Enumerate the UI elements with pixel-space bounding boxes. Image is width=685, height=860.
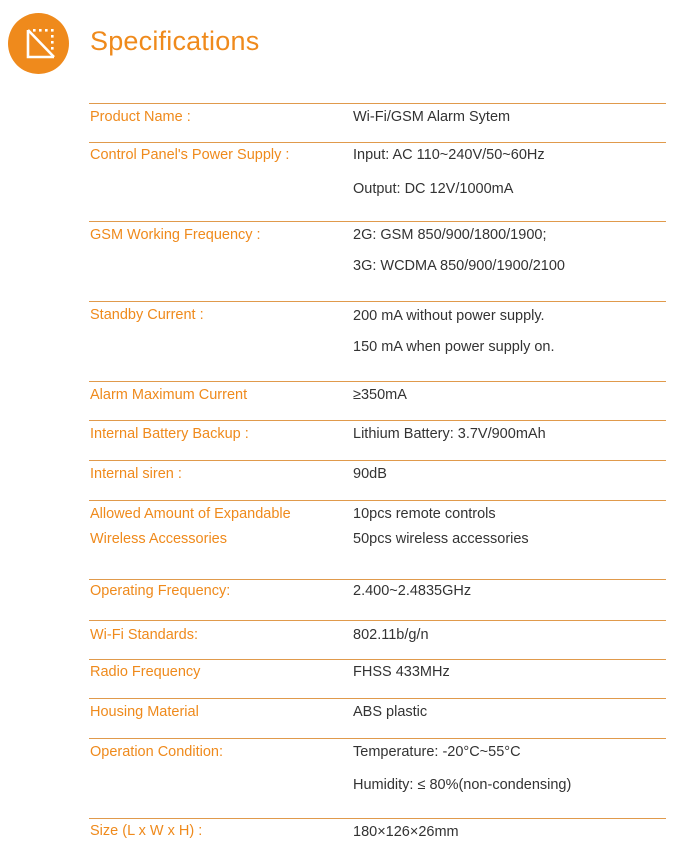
spec-label: Internal siren : [90,466,182,482]
ruler-triangle-icon [8,13,69,74]
spec-value: 200 mA without power supply. [353,308,545,324]
spec-label: Product Name : [90,109,191,125]
spec-label: Allowed Amount of Expandable [90,506,291,522]
row-divider [89,620,666,621]
spec-label-continued: Wireless Accessories [90,531,227,547]
spec-value: 3G: WCDMA 850/900/1900/2100 [353,258,565,274]
row-divider [89,381,666,382]
spec-label: GSM Working Frequency : [90,227,261,243]
spec-value: Wi-Fi/GSM Alarm Sytem [353,109,511,125]
row-divider [89,301,666,302]
row-divider [89,818,666,819]
row-divider [89,103,666,104]
spec-value: Input: AC 110~240V/50~60Hz [353,147,545,163]
spec-label: Standby Current : [90,307,204,323]
spec-value: Humidity: ≤ 80%(non-condensing) [353,777,572,793]
spec-value: 180×126×26mm [353,824,459,840]
spec-value: 2.400~2.4835GHz [353,583,472,599]
spec-label: Internal Battery Backup : [90,426,249,442]
spec-label: Wi-Fi Standards: [90,627,198,643]
row-divider [89,738,666,739]
spec-label: Alarm Maximum Current [90,387,248,403]
logo-badge [8,13,69,74]
spec-value: Temperature: -20°C~55°C [353,744,521,760]
spec-value: 50pcs wireless accessories [353,531,529,547]
row-divider [89,659,666,660]
row-divider [89,420,666,421]
row-divider [89,221,666,222]
spec-value: 90dB [353,466,387,482]
spec-value: FHSS 433MHz [353,664,450,680]
spec-value: ≥350mA [353,387,407,403]
spec-label: Radio Frequency [90,664,201,680]
spec-value: 802.11b/g/n [353,627,429,643]
row-divider [89,698,666,699]
spec-value: Lithium Battery: 3.7V/900mAh [353,426,546,442]
spec-label: Housing Material [90,704,199,720]
spec-label: Size (L x W x H) : [90,823,203,839]
spec-value: Output: DC 12V/1000mA [353,181,514,197]
spec-label: Control Panel's Power Supply : [90,147,290,163]
row-divider [89,500,666,501]
spec-label: Operating Frequency: [90,583,231,599]
spec-value: ABS plastic [353,704,428,720]
row-divider [89,579,666,580]
row-divider [89,142,666,143]
spec-value: 150 mA when power supply on. [353,339,555,355]
spec-value: 10pcs remote controls [353,506,496,522]
page-title: Specifications [90,26,260,56]
spec-value: 2G: GSM 850/900/1800/1900; [353,227,547,243]
spec-label: Operation Condition: [90,744,223,760]
row-divider [89,460,666,461]
